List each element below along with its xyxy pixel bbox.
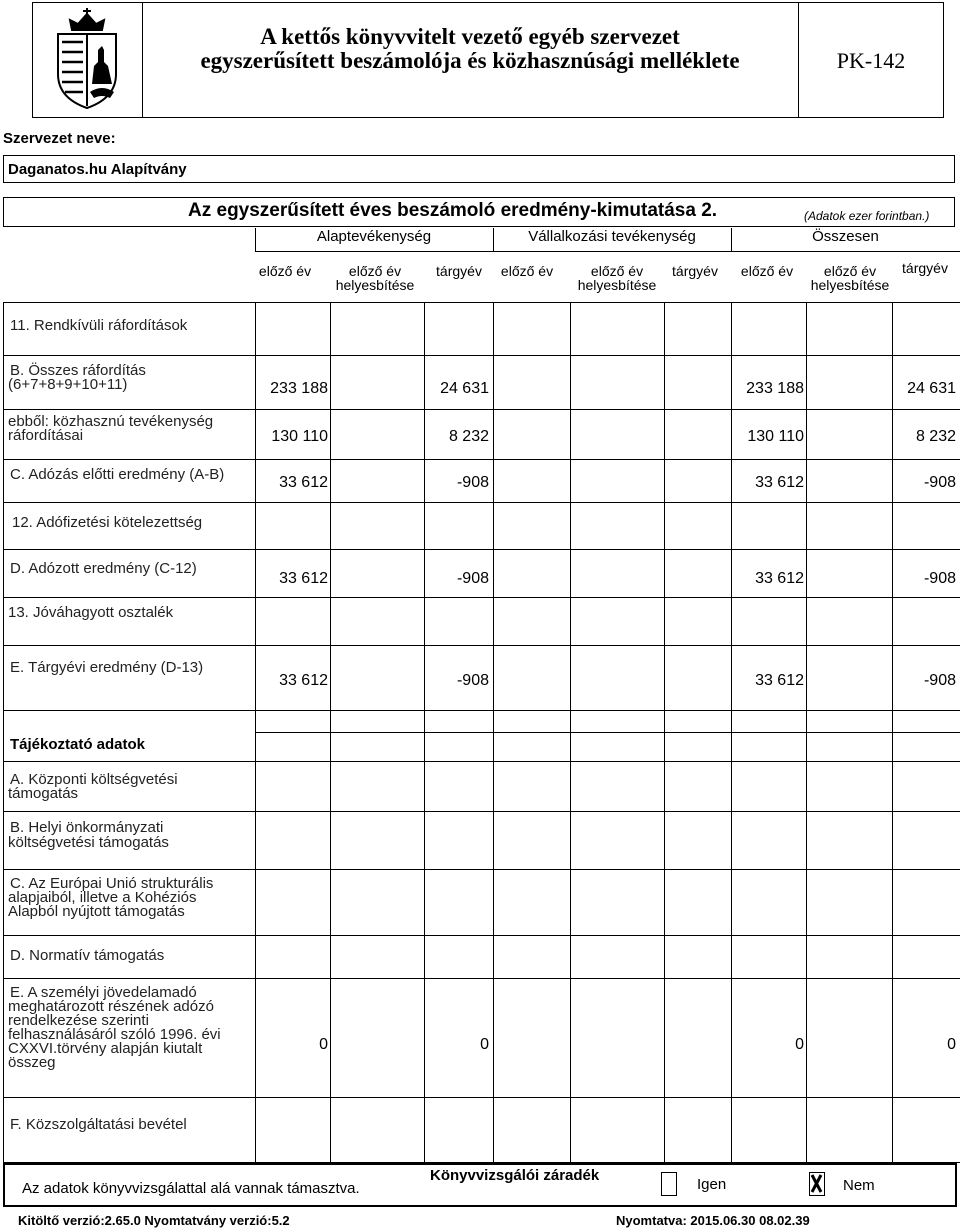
- col-line: [3, 710, 4, 1164]
- col-line: [255, 710, 256, 1162]
- row-line: [3, 869, 960, 870]
- info-label-e-5: CXXVI.törvény alapján kiutalt: [8, 1040, 203, 1057]
- info-label-b-2: költségvetési támogatás: [8, 834, 169, 851]
- value-cell: 8 232: [915, 428, 956, 445]
- value-cell: 33 612: [279, 672, 328, 689]
- col-line: [330, 710, 331, 1162]
- col-corr-2a: előző év: [590, 263, 644, 279]
- value-cell: 0: [947, 1036, 956, 1053]
- group-osszesen: Összesen: [812, 228, 879, 245]
- org-name-label: Szervezet neve:: [3, 130, 116, 147]
- col-line: [493, 302, 494, 710]
- col-line: [731, 710, 732, 1162]
- col-line: [892, 710, 893, 1162]
- row-label-b-1: B. Összes ráfordítás: [10, 362, 146, 379]
- col-line: [424, 710, 425, 1162]
- row-label-c: C. Adózás előtti eredmény (A-B): [10, 466, 225, 483]
- group-underline: [255, 251, 960, 252]
- col-line: [731, 302, 732, 710]
- value-cell: 24 631: [907, 380, 956, 397]
- info-label-a-2: támogatás: [8, 785, 79, 802]
- info-label-e-4: felhasználásáról szóló 1996. évi: [8, 1026, 221, 1043]
- col-prev-2: előző év: [500, 263, 554, 279]
- col-line: [664, 710, 665, 1162]
- col-line: [892, 302, 893, 710]
- form-code: PK-142: [836, 48, 906, 73]
- audit-yes-checkbox[interactable]: [661, 1172, 677, 1196]
- group-separator: [493, 228, 494, 252]
- audit-no-checkbox[interactable]: [809, 1172, 825, 1196]
- col-curr-2: tárgyév: [672, 263, 718, 279]
- value-cell: 33 612: [755, 474, 804, 491]
- value-cell: -908: [923, 672, 956, 689]
- row-line: [3, 409, 960, 410]
- col-corr-1b: helyesbítése: [335, 277, 415, 293]
- col-line: [664, 302, 665, 710]
- value-cell: 8 232: [448, 428, 489, 445]
- info-label-e-1: E. A személyi jövedelamadó: [10, 984, 197, 1001]
- statement-title: Az egyszerűsített éves beszámoló eredmény-kimutatása 2.: [188, 200, 718, 221]
- col-curr-3: tárgyév: [902, 260, 948, 276]
- row-line: [3, 710, 960, 711]
- info-label-c-3: Alapból nyújtott támogatás: [8, 903, 185, 920]
- value-cell: -908: [456, 570, 489, 587]
- info-label-e-2: meghatározott részének adózó: [8, 998, 214, 1015]
- row-line: [3, 761, 960, 762]
- info-label-c-2: alapjaiból, illetve a Kohéziós: [8, 889, 197, 906]
- row-line: [3, 811, 960, 812]
- col-line: [493, 710, 494, 1162]
- row-line: [3, 302, 960, 303]
- group-separator: [731, 228, 732, 252]
- value-cell: 33 612: [279, 570, 328, 587]
- info-label-d: D. Normatív támogatás: [10, 947, 165, 964]
- col-corr-3a: előző év: [823, 263, 877, 279]
- col-line: [255, 302, 256, 710]
- value-cell: 0: [480, 1036, 489, 1053]
- form-title-line-2: egyszerűsített beszámolója és közhasznúsági melléklete: [200, 48, 740, 73]
- col-line: [806, 302, 807, 710]
- unit-note: (Adatok ezer forintban.): [804, 209, 930, 223]
- group-separator: [255, 228, 256, 252]
- value-cell: 33 612: [755, 570, 804, 587]
- footer-version: Kitöltő verzió:2.65.0 Nyomtatvány verzió:5.2: [18, 1213, 290, 1228]
- col-curr-1: tárgyév: [436, 263, 482, 279]
- info-label-e-6: összeg: [8, 1054, 56, 1071]
- audit-yes-label: Igen: [697, 1176, 727, 1193]
- value-cell: -908: [923, 570, 956, 587]
- col-line: [424, 302, 425, 710]
- value-cell: 130 110: [271, 428, 328, 445]
- row-line: [3, 935, 960, 936]
- value-cell: 233 188: [746, 380, 804, 397]
- col-line: [570, 710, 571, 1162]
- info-label-b-1: B. Helyi önkormányzati: [10, 819, 164, 836]
- col-prev-3: előző év: [740, 263, 794, 279]
- row-label-e: E. Tárgyévi eredmény (D-13): [10, 659, 204, 676]
- row-line: [3, 459, 960, 460]
- value-cell: 24 631: [440, 380, 489, 397]
- row-line: [255, 732, 960, 733]
- value-cell: 233 188: [270, 380, 328, 397]
- value-cell: 33 612: [755, 672, 804, 689]
- col-line: [330, 302, 331, 710]
- col-corr-1a: előző év: [348, 263, 402, 279]
- coat-of-arms-icon: [52, 6, 122, 110]
- row-label-b-2: (6+7+8+9+10+11): [8, 376, 128, 393]
- row-label-12: 12. Adófizetési kötelezettség: [12, 514, 203, 531]
- row-line: [3, 502, 960, 503]
- org-name-value: Daganatos.hu Alapítvány: [8, 161, 187, 178]
- info-label-e-3: rendelkezése szerinti: [8, 1012, 149, 1029]
- footer-printed: Nyomtatva: 2015.06.30 08.02.39: [616, 1213, 810, 1228]
- row-label-bk-1: ebből: közhasznú tevékenység: [8, 413, 214, 430]
- group-alap: Alaptevékenység: [316, 228, 432, 245]
- value-cell: 0: [795, 1036, 804, 1053]
- row-line: [3, 549, 960, 550]
- value-cell: -908: [456, 474, 489, 491]
- row-label-11: 11. Rendkívüli ráfordítások: [10, 317, 188, 334]
- value-cell: 0: [319, 1036, 328, 1053]
- row-line: [3, 1097, 960, 1098]
- value-cell: 33 612: [279, 474, 328, 491]
- value-cell: -908: [456, 672, 489, 689]
- form-title-line-1: A kettős könyvvitelt vezető egyéb szervezet: [260, 24, 680, 49]
- info-title: Tájékoztató adatok: [10, 736, 146, 753]
- col-corr-2b: helyesbítése: [577, 277, 657, 293]
- audit-title: Könyvvizsgálói záradék: [430, 1167, 600, 1184]
- col-line: [806, 710, 807, 1162]
- group-vallalkozasi: Vállalkozási tevékenység: [528, 228, 696, 245]
- row-label-bk-2: ráfordításai: [8, 427, 84, 444]
- audit-text: Az adatok könyvvizsgálattal alá vannak támasztva.: [22, 1180, 360, 1197]
- info-label-c-1: C. Az Európai Unió strukturális: [10, 875, 214, 892]
- row-line: [3, 978, 960, 979]
- col-line: [570, 302, 571, 710]
- audit-no-label: Nem: [843, 1177, 875, 1194]
- row-line: [3, 645, 960, 646]
- checkmark-x-icon: [810, 1173, 823, 1194]
- col-line: [3, 302, 4, 710]
- value-cell: 130 110: [747, 428, 804, 445]
- row-line: [3, 597, 960, 598]
- col-corr-3b: helyesbítése: [810, 277, 890, 293]
- row-line: [3, 355, 960, 356]
- row-label-13: 13. Jóváhagyott osztalék: [8, 604, 174, 621]
- col-prev-1: előző év: [258, 263, 312, 279]
- info-label-f: F. Közszolgáltatási bevétel: [10, 1116, 187, 1133]
- info-label-a-1: A. Központi költségvetési: [10, 771, 178, 788]
- value-cell: -908: [923, 474, 956, 491]
- row-label-d: D. Adózott eredmény (C-12): [10, 560, 197, 577]
